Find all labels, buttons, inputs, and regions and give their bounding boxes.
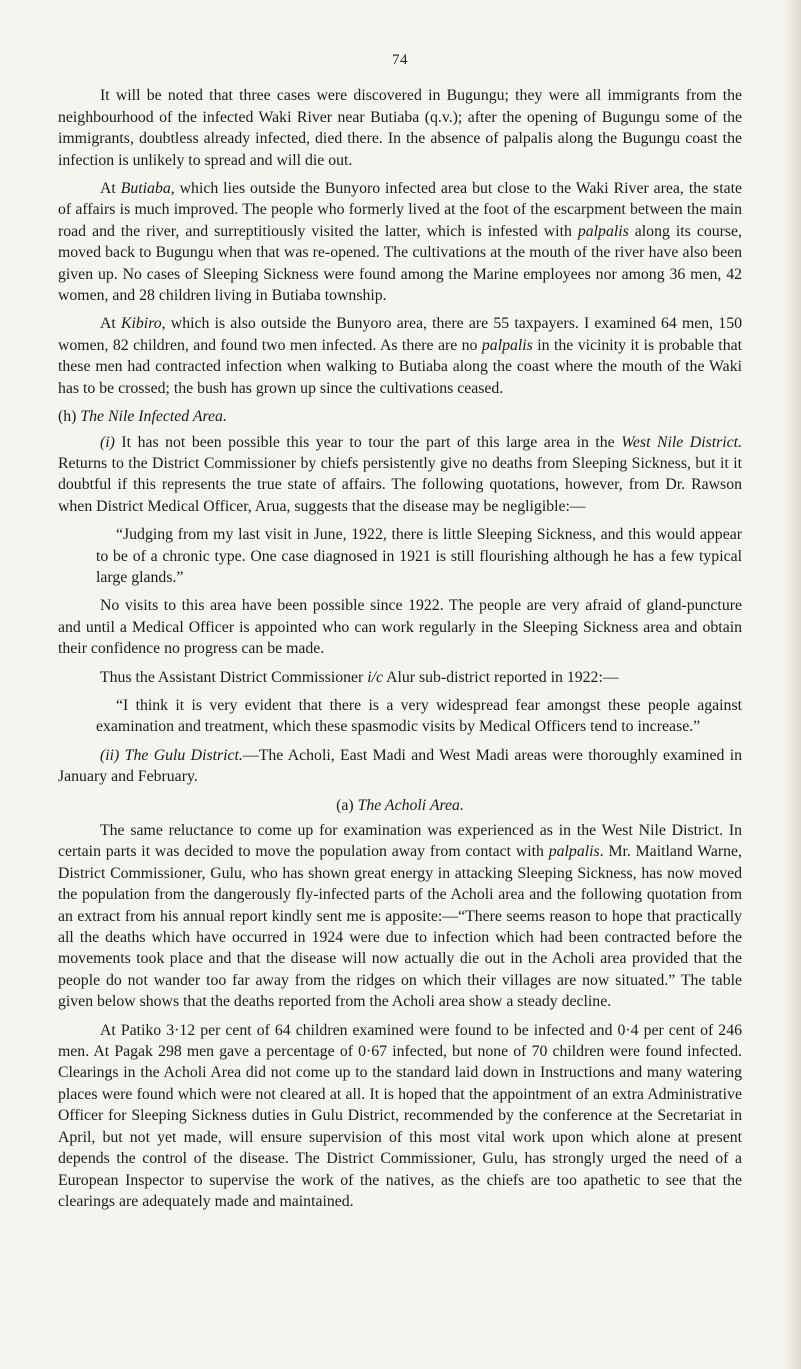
paragraph-kibiro: At Kibiro, which is also outside the Bunyoro area, there are 55 taxpayers. I examined 64 men, 150 women, 82 children, and found two men infected. As there are no palpalis in the vicinity it is probable that these men had contracted infection when walking to Butiaba along the coast where the mouth of the Waki has to be crossed; the bush has grown up since the cultivations ceased.: [58, 315, 742, 397]
paragraph-gulu-district: (ii) The Gulu District.—The Acholi, East Madi and West Madi areas were thoroughly examined in January and February.: [58, 746, 742, 786]
paragraph-acholi-reluctance: The same reluctance to come up for examination was experienced as in the West Nile District. In certain parts it was decided to move the population away from contact with palpalis. Mr. Maitland Warne, District Commissioner, Gulu, who has shown great energy in attacking Sleeping Sickness, has now moved the population from the dangerously fly-infected parts of the Acholi area and the following quotation from an extract from his annual report kindly sent me is apposite:—“There seems reason to hope that practically all the deaths which have occurred in 1924 were due to infection which had been contracted before the movements took place and that the disease will now actually die out in the Acholi area provided that the people do not wander too far away from the ridges on which their villages are now situated.” The table given below shows that the deaths reported from the Acholi area show a steady decline.: [58, 822, 742, 1011]
paragraph-no-visits: No visits to this area have been possible since 1922. The people are very afraid of gland-puncture and until a Medical Officer is appointed who can work regularly in the Sleeping Sickness area and obtain their confidence no progress can be made.: [58, 597, 742, 658]
paragraph-patiko-pagak: At Patiko 3·12 per cent of 64 children examined were found to be infected and 0·4 per cent of 246 men. At Pagak 298 men gave a percentage of 0·67 infected, but none of 70 children were found infected. Clearings in the Acholi Area did not come up to the standard laid down in Instructions and many watering places were found which were not cleared at all. It is hoped that the appointment of an extra Administrative Officer for Sleeping Sickness duties in Gulu District, recommended by the conference at the Secretariat in April, but not yet made, will ensure supervision of this most vital work upon which alone at present depends the control of the disease. The District Commissioner, Gulu, has strongly urged the need of a European Inspector to supervise the work of the natives, as the chiefs are too apathetic to see that the clearings are adequately made and maintained.: [58, 1021, 742, 1210]
paragraph-west-nile: (i) It has not been possible this year to tour the part of this large area in the West Nile District. Returns to the District Commissioner by chiefs persistently give no deaths from Sleeping Sickness, but it it doubtful if this represents the true state of affairs. The following quotations, however, from Dr. Rawson when District Medical Officer, Arua, suggests that the disease may be negligible:—: [58, 433, 743, 515]
paragraph-alur-report: Thus the Assistant District Commissioner i/c Alur sub-district reported in 1922:—: [100, 668, 619, 686]
page-number: 74: [392, 52, 408, 68]
section-heading-acholi-area: (a) The Acholi Area.: [336, 796, 464, 814]
document-page: [58, 50, 742, 1219]
quotation-rawson: “Judging from my last visit in June, 1922, there is little Sleeping Sickness, and this would appear to be of a chronic type. One case diagnosed in 1921 is still flourishing although he has a few typical large glands.”: [96, 526, 742, 586]
quotation-alur: “I think it is very evident that there is a very widespread fear amongst these people against examination and treatment, which these spasmodic visits by Medical Officers tend to increase.”: [96, 696, 742, 736]
section-heading-nile-infected-area: (h) The Nile Infected Area.: [58, 408, 227, 426]
paragraph-butiaba: At Butiaba, which lies outside the Bunyoro infected area but close to the Waki River area, the state of affairs is much improved. The people who formerly lived at the foot of the escarpment between the main road and the river, and surreptitiously visited the latter, which is infested with palpalis along its course, moved back to Bugungu when that was re-opened. The cultivations at the mouth of the river have also been given up. No cases of Sleeping Sickness were found among the Marine employees nor among 36 men, 42 women, and 28 children living in Butiaba township.: [58, 180, 742, 305]
page-edge-shadow: [783, 0, 801, 1369]
paragraph-bugungu: It will be noted that three cases were discovered in Bugungu; they were all immigrants from the neighbourhood of the infected Waki River near Butiaba (q.v.); after the opening of Bugungu some of the immigrants, doubtless already infected, died there. In the absence of palpalis along the Bugungu coast the infection is unlikely to spread and will die out.: [58, 87, 742, 169]
